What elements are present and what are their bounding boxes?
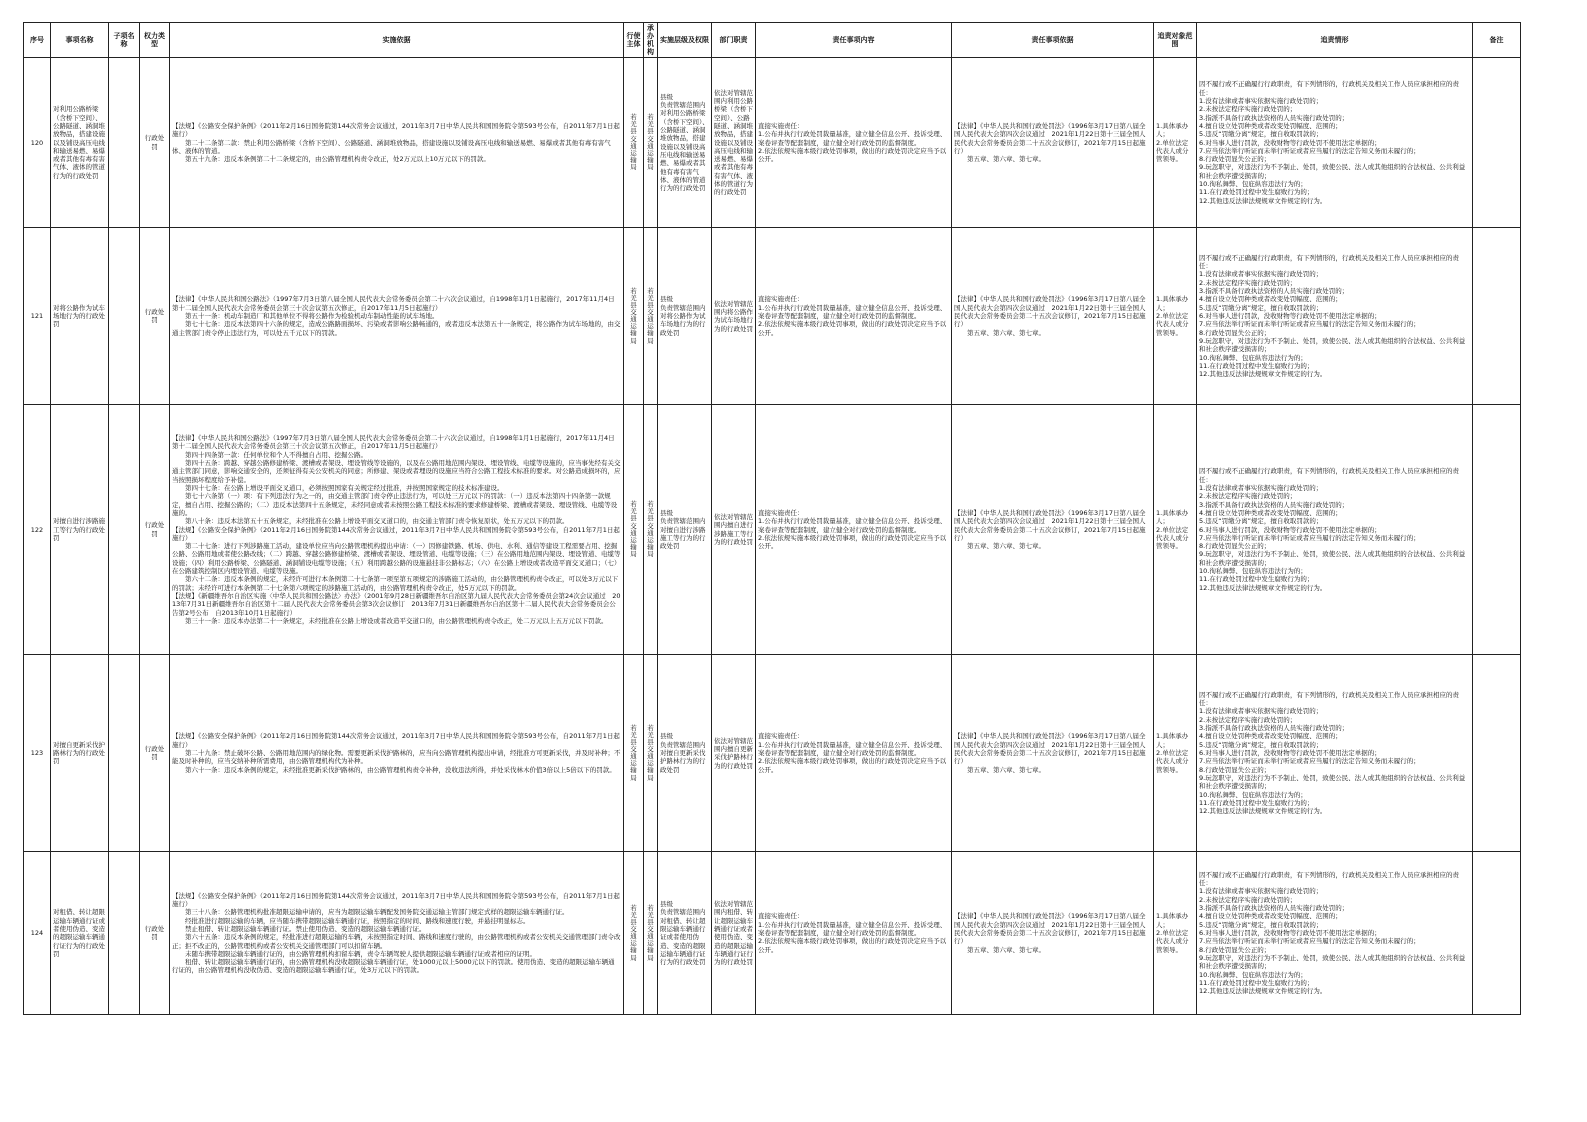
cell-name: 对擅自更新采伐护路林行为的行政处罚 [51,655,109,852]
header-target: 追责对象范围 [1154,23,1197,58]
cell-resp-basis: 【法律】《中华人民共和国行政处罚法》（1996年3月17日第八届全国人民代表大会第四次会议通过 2021年1月22日第十三届全国人民代表大会常务委员会第二十五次会议修订，2021年7月15日起施行） 第五章、第六章、第七章。 [952,58,1154,228]
cell-target: 1.具体承办人； 2.单位法定代表人或分管领导。 [1154,405,1197,655]
cell-type: 行政处罚 [140,405,170,655]
cell-target: 1.具体承办人； 2.单位法定代表人或分管领导。 [1154,228,1197,405]
cell-duty: 依法对管辖范围内将公路作为试车场地行为的行政处罚 [712,228,756,405]
header-row [24,23,1521,58]
table-row [24,228,1521,405]
cell-level [658,228,712,405]
cell-target: 1.具体承办人； 2.单位法定代表人或分管领导。 [1154,655,1197,852]
cell-basis: 【法律】《中华人民共和国公路法》（1997年7月3日第八届全国人民代表大会常务委员会第二十六次会议通过，自1998年1月1日起施行，2017年11月4日第十二届全国人民代表大会常务委员会第三十次会议第五次修正，自2017年11月5日起施行） 第四十四条第一款：任何单位和个人不得擅自占用、挖掘公路。 第四十五条：跨越、穿越公路修建桥梁、渡槽或者架设、埋设管线等设施的，以及在公路用地范围内架设、埋设管线、电缆等设施的，应当事先经有关交通主管部门同意，影响交通安全的，还须征得有关公安机关的同意；所修建、架设或者埋设的设施应当符合公路工程技术标准的要求。对公路造成损坏的，应当按照损坏程度给予补偿。 第四十七条：在公路上增设平面交叉道口，必须按照国家有关规定经过批准，并按照国家规定的技术标准建设。 第七十六条第（一）项：有下列违法行为之一的，由交通主管部门责令停止违法行为，可以处三万元以下的罚款：（一）违反本法第四十四条第一款规定，擅自占用、挖掘公路的；（二）违反本法第四十五条规定，未经同意或者未按照公路工程技术标准的要求修建桥梁、渡槽或者架设、埋设管线、电缆等设施的。 第八十条：违反本法第五十五条规定，未经批准在公路上增设平面交叉道口的，由交通主管部门责令恢复原状，处五万元以下的罚款。 【法规】《公路安全保护条例》（2011年2月16日国务院第144次常务会议通过，2011年3月7日中华人民共和国国务院令第593号公布，自2011年7月1日起施行） 第二十七条：进行下列涉路施工活动，建设单位应当向公路管理机构提出申请：（一）因修建铁路、机场、供电、水利、通信等建设工程需要占用、挖掘公路、公路用地或者使公路改线；（二）跨越、穿越公路修建桥梁、渡槽或者架设、埋设管道、电缆等设施；（三）在公路用地范围内架设、埋设管道、电缆等设施；（四）利用公路桥梁、公路隧道、涵洞铺设电缆等设施；（五）利用跨越公路的设施悬挂非公路标志；（六）在公路上增设或者改造平面交叉道口；（七）在公路建筑控制区内埋设管道、电缆等设施。 第六十二条：违反本条例的规定，未经许可进行本条例第二十七条第一项至第五项规定的涉路施工活动的，由公路管理机构责令改正，可以处3万元以下的罚款；未经许可进行本条例第二十七条第六项规定的涉路施工活动的，由公路管理机构责令改正，处5万元以下的罚款。 【法规】《新疆维吾尔自治区实施〈中华人民共和国公路法〉办法》（2001年9月28日新疆维吾尔自治区第九届人民代表大会常务委员会第24次会议通过 2013年7月31日新疆维吾尔自治区第十二届人民代表大会常务委员会第3次会议修订 2013年7月31日新疆维吾尔自治区第十二届人民代表大会常务委员会公告第2号公布 自2013年10月1日起施行） 第三十一条：违反本办法第二十一条规定，未经批准在公路上增设或者改造平交道口的，由公路管理机构责令改正，处二万元以上五万元以下罚款。 [170,405,624,655]
header-sub: 子项名称 [109,23,140,58]
header-type: 权力类型 [140,23,170,58]
header-resp-basis: 责任事项依据 [952,23,1154,58]
header-org: 承办机构 [644,23,658,58]
level-text: 县级 [660,508,673,517]
cell-name: 对租借、转让超限运输车辆通行证或者使用伪造、变造的超限运输车辆通行证行为的行政处罚 [51,852,109,1015]
cell-level [658,58,712,228]
cell-resp-basis: 【法律】《中华人民共和国行政处罚法》（1996年3月17日第八届全国人民代表大会第四次会议通过 2021年1月22日第十三届全国人民代表大会常务委员会第二十五次会议修订，2021年7月15日起施行） 第五章、第六章、第七章。 [952,655,1154,852]
cell-acc: 因不履行或不正确履行行政职责，有下列情形的，行政机关及相关工作人员应承担相应的责任： 1.没有法律或者事实依据实施行政处罚的； 2.未按法定程序实施行政处罚的； 3.指派不具备行政执法资格的人员实施行政处罚的； 4.擅自设立处罚种类或者改变处罚幅度、范围的； 5.违反“罚缴分离”规定，擅自收取罚款的； 6.对当事人进行罚款，没收财物等行政处罚不使用法定单据的； 7.应当依法举行听证而未举行听证或者应当履行的法定告知义务而未履行的； 8.行政处罚显失公正的； 9.玩忽职守，对违法行为不予制止、处罚，致使公民、法人或其他组织的合法权益、公共利益和社会秩序遭受损害的； 10.徇私舞弊、包庇纵容违法行为的； 11.在行政处罚过程中发生腐败行为的； 12.其他违反法律法规规章文件规定的行为。 [1197,58,1473,228]
cell-no: 120 [24,58,51,228]
table-row [24,405,1521,655]
level-text: 县级 [660,295,673,304]
cell-type: 行政处罚 [140,852,170,1015]
cell-name: 对将公路作为试车场地行为的行政处罚 [51,228,109,405]
cell-org: 若羌县交通运输局 [647,113,654,172]
cell-name: 对利用公路桥梁（含桥下空间）、公路隧道、涵洞堆放物品，搭建设施以及铺设高压电线和输送易燃、易爆或者其他有毒有害气体、液体的管道行为的行政处罚 [51,58,109,228]
cell-no: 123 [24,655,51,852]
cell-resp: 直接实施责任： 1.公布并执行行政处罚裁量基准，建立健全信息公开、投诉受理、案卷评查等配套制度，建立健全对行政处罚的监督制度。 2.依法依规实施本级行政处罚事项，做出的行政处罚决定应当予以公开。 [756,852,952,1015]
scope-text: 负责管辖范围内对将公路作为试车场地行为的行政处罚 [660,303,706,337]
cell-duty: 依法对管辖范围内擅自更新采伐护路林行为的行政处罚 [712,655,756,852]
cell-subject: 若羌县交通运输局 [630,723,637,782]
cell-resp: 直接实施责任： 1.公布并执行行政处罚裁量基准，建立健全信息公开、投诉受理、案卷评查等配套制度，建立健全对行政处罚的监督制度。 2.依法依规实施本级行政处罚事项，做出的行政处罚决定应当予以公开。 [756,58,952,228]
header-name: 事项名称 [51,23,109,58]
header-no: 序号 [24,23,51,58]
cell-target: 1.具体承办人； 2.单位法定代表人或分管领导。 [1154,852,1197,1015]
cell-duty: 依法对管辖范围内利用公路桥梁（含桥下空间）、公路隧道、涵洞堆放物品，搭建设施以及铺设高压电线和输送易燃、易爆或者其他有毒有害气体、液体的管道行为的行政处罚 [712,58,756,228]
cell-no: 121 [24,228,51,405]
cell-sub [109,852,140,1015]
cell-duty: 依法对管辖范围内租借、转让超限运输车辆通行证或者使用伪造、变造的超限运输车辆通行证行为的行政处罚 [712,852,756,1015]
cell-org: 若羌县交通运输局 [647,723,654,782]
scope-text: 负责管辖范围内对利用公路桥梁（含桥下空间）、公路隧道、涵洞堆放物品，搭建设施以及铺设高压电线和输送易燃、易爆或者其他有毒有害气体、液体的管道行为的行政处罚 [660,101,709,193]
cell-subject: 若羌县交通运输局 [630,500,637,559]
cell-type: 行政处罚 [140,228,170,405]
header-resp: 责任事项内容 [756,23,952,58]
cell-acc: 因不履行或不正确履行行政职责，有下列情形的，行政机关及相关工作人员应承担相应的责任： 1.没有法律或者事实依据实施行政处罚的； 2.未按法定程序实施行政处罚的； 3.指派不具备行政执法资格的人员实施行政处罚的； 4.擅自设立处罚种类或者改变处罚幅度、范围的； 5.违反“罚缴分离”规定，擅自收取罚款的； 6.对当事人进行罚款，没收财物等行政处罚不使用法定单据的； 7.应当依法举行听证而未举行听证或者应当履行的法定告知义务而未履行的； 8.行政处罚显失公正的； 9.玩忽职守，对违法行为不予制止、处罚，致使公民、法人或其他组织的合法权益、公共利益和社会秩序遭受损害的； 10.徇私舞弊、包庇纵容违法行为的； 11.在行政处罚过程中发生腐败行为的； 12.其他违反法律法规规章文件规定的行为。 [1197,655,1473,852]
cell-level [658,405,712,655]
cell-target: 1.具体承办人； 2.单位法定代表人或分管领导。 [1154,58,1197,228]
cell-resp: 直接实施责任： 1.公布并执行行政处罚裁量基准，建立健全信息公开、投诉受理、案卷评查等配套制度，建立健全对行政处罚的监督制度。 2.依法依规实施本级行政处罚事项，做出的行政处罚决定应当予以公开。 [756,655,952,852]
cell-resp-basis: 【法律】《中华人民共和国行政处罚法》（1996年3月17日第八届全国人民代表大会第四次会议通过 2021年1月22日第十三届全国人民代表大会常务委员会第二十五次会议修订，2021年7月15日起施行） 第五章、第六章、第七章。 [952,405,1154,655]
header-duty: 部门职责 [712,23,756,58]
cell-resp: 直接实施责任： 1.公布并执行行政处罚裁量基准，建立健全信息公开、投诉受理、案卷评查等配套制度，建立健全对行政处罚的监督制度。 2.依法依规实施本级行政处罚事项，做出的行政处罚决定应当予以公开。 [756,228,952,405]
cell-basis: 【法规】《公路安全保护条例》（2011年2月16日国务院第144次常务会议通过，2011年3月7日中华人民共和国国务院令第593号公布，自2011年7月1日起施行） 第二十二条第二款：禁止利用公路桥梁（含桥下空间）、公路隧道、涵洞堆放物品，搭建设施以及铺设高压电线和输送易燃、易爆或者其他有毒有害气体、液体的管道。 第五十九条：违反本条例第二十二条规定的，由公路管理机构责令改正，处2万元以上10万元以下的罚款。 [170,58,624,228]
header-acc: 追责情形 [1197,23,1473,58]
cell-no: 122 [24,405,51,655]
table-row [24,852,1521,1015]
cell-basis: 【法规】《公路安全保护条例》（2011年2月16日国务院第144次常务会议通过，2011年3月7日中华人民共和国国务院令第593号公布，自2011年7月1日起施行） 第三十八条：公路管理机构批准超限运输申请的，应当为超限运输车辆配发国务院交通运输主管部门规定式样的超限运输车辆通行证。 经批准进行超限运输的车辆，应当随车携带超限运输车辆通行证，按照指定的时间、路线和速度行驶，并悬挂明显标志。 禁止租借、转让超限运输车辆通行证。禁止使用伪造、变造的超限运输车辆通行证。 第六十五条：违反本条例的规定，经批准进行超限运输的车辆，未按照指定时间、路线和速度行驶的，由公路管理机构或者公安机关交通管理部门责令改正；拒不改正的，公路管理机构或者公安机关交通管理部门可以扣留车辆。 未随车携带超限运输车辆通行证的，由公路管理机构扣留车辆，责令车辆驾驶人提供超限运输车辆通行证或者相应的证明。 租借、转让超限运输车辆通行证的，由公路管理机构没收超限运输车辆通行证，处1000元以上5000元以下的罚款。使用伪造、变造的超限运输车辆通行证的，由公路管理机构没收伪造、变造的超限运输车辆通行证，处3万元以下的罚款。 [170,852,624,1015]
cell-note [1473,655,1521,852]
cell-subject: 若羌县交通运输局 [630,903,637,962]
cell-sub [109,58,140,228]
level-text: 县级 [660,92,673,101]
cell-org: 若羌县交通运输局 [647,500,654,559]
cell-acc: 因不履行或不正确履行行政职责，有下列情形的，行政机关及相关工作人员应承担相应的责任： 1.没有法律或者事实依据实施行政处罚的； 2.未按法定程序实施行政处罚的； 3.指派不具备行政执法资格的人员实施行政处罚的； 4.擅自设立处罚种类或者改变处罚幅度、范围的； 5.违反“罚缴分离”规定，擅自收取罚款的； 6.对当事人进行罚款，没收财物等行政处罚不使用法定单据的； 7.应当依法举行听证而未举行听证或者应当履行的法定告知义务而未履行的； 8.行政处罚显失公正的； 9.玩忽职守，对违法行为不予制止、处罚，致使公民、法人或其他组织的合法权益、公共利益和社会秩序遭受损害的； 10.徇私舞弊、包庇纵容违法行为的； 11.在行政处罚过程中发生腐败行为的； 12.其他违反法律法规规章文件规定的行为。 [1197,405,1473,655]
cell-resp: 直接实施责任： 1.公布并执行行政处罚裁量基准，建立健全信息公开、投诉受理、案卷评查等配套制度，建立健全对行政处罚的监督制度。 2.依法依规实施本级行政处罚事项，做出的行政处罚决定应当予以公开。 [756,405,952,655]
cell-no: 124 [24,852,51,1015]
table-row [24,655,1521,852]
level-text: 县级 [660,899,673,908]
cell-level [658,852,712,1015]
scope-text: 负责管辖范围内对租借、转让超限运输车辆通行证或者使用伪造、变造的超限运输车辆通行证行为的行政处罚 [660,908,706,967]
cell-acc: 因不履行或不正确履行行政职责，有下列情形的，行政机关及相关工作人员应承担相应的责任： 1.没有法律或者事实依据实施行政处罚的； 2.未按法定程序实施行政处罚的； 3.指派不具备行政执法资格的人员实施行政处罚的； 4.擅自设立处罚种类或者改变处罚幅度、范围的； 5.违反“罚缴分离”规定，擅自收取罚款的； 6.对当事人进行罚款，没收财物等行政处罚不使用法定单据的； 7.应当依法举行听证而未举行听证或者应当履行的法定告知义务而未履行的； 8.行政处罚显失公正的； 9.玩忽职守，对违法行为不予制止、处罚，致使公民、法人或其他组织的合法权益、公共利益和社会秩序遭受损害的； 10.徇私舞弊、包庇纵容违法行为的； 11.在行政处罚过程中发生腐败行为的； 12.其他违反法律法规规章文件规定的行为。 [1197,228,1473,405]
cell-name: 对擅自进行涉路施工等行为的行政处罚 [51,405,109,655]
cell-note [1473,58,1521,228]
cell-note [1473,405,1521,655]
cell-resp-basis: 【法律】《中华人民共和国行政处罚法》（1996年3月17日第八届全国人民代表大会第四次会议通过 2021年1月22日第十三届全国人民代表大会常务委员会第二十五次会议修订，2021年7月15日起施行） 第五章、第六章、第七章。 [952,228,1154,405]
cell-type: 行政处罚 [140,655,170,852]
cell-type: 行政处罚 [140,58,170,228]
level-text: 县级 [660,732,673,741]
cell-resp-basis: 【法律】《中华人民共和国行政处罚法》（1996年3月17日第八届全国人民代表大会第四次会议通过 2021年1月22日第十三届全国人民代表大会常务委员会第二十五次会议修订，2021年7月15日起施行） 第五章、第六章、第七章。 [952,852,1154,1015]
cell-subject: 若羌县交通运输局 [630,113,637,172]
table-row [24,58,1521,228]
cell-note [1473,228,1521,405]
cell-acc: 因不履行或不正确履行行政职责，有下列情形的，行政机关及相关工作人员应承担相应的责任： 1.没有法律或者事实依据实施行政处罚的； 2.未按法定程序实施行政处罚的； 3.指派不具备行政执法资格的人员实施行政处罚的； 4.擅自设立处罚种类或者改变处罚幅度、范围的； 5.违反“罚缴分离”规定，擅自收取罚款的； 6.对当事人进行罚款，没收财物等行政处罚不使用法定单据的； 7.应当依法举行听证而未举行听证或者应当履行的法定告知义务而未履行的； 8.行政处罚显失公正的； 9.玩忽职守，对违法行为不予制止、处罚，致使公民、法人或其他组织的合法权益、公共利益和社会秩序遭受损害的； 10.徇私舞弊、包庇纵容违法行为的； 11.在行政处罚过程中发生腐败行为的； 12.其他违反法律法规规章文件规定的行为。 [1197,852,1473,1015]
cell-note [1473,852,1521,1015]
scope-text: 负责管辖范围内对擅自进行涉路施工等行为的行政处罚 [660,517,706,551]
cell-sub [109,405,140,655]
header-note: 备注 [1473,23,1521,58]
cell-basis: 【法规】《公路安全保护条例》（2011年2月16日国务院第144次常务会议通过，2011年3月7日中华人民共和国国务院令第593号公布，自2011年7月1日起施行） 第二十九条：禁止破坏公路、公路用地范围内的绿化物。需要更新采伐护路林的，应当向公路管理机构提出申请，经批准方可更新采伐，并及时补种；不能及时补种的，应当交纳补种所需费用，由公路管理机构代为补种。 第六十一条：违反本条例的规定，未经批准更新采伐护路林的，由公路管理机构责令补种，没收违法所得，并处采伐林木价值3倍以上5倍以下的罚款。 [170,655,624,852]
cell-duty: 依法对管辖范围内擅自进行涉路施工等行为的行政处罚 [712,405,756,655]
cell-sub [109,655,140,852]
scope-text: 负责管辖范围内对擅自更新采伐护路林行为的行政处罚 [660,740,706,774]
header-subject: 行使主体 [624,23,644,58]
header-level: 实施层级及权限 [658,23,712,58]
cell-org: 若羌县交通运输局 [647,903,654,962]
cell-subject: 若羌县交通运输局 [630,286,637,345]
cell-level [658,655,712,852]
cell-org: 若羌县交通运输局 [647,286,654,345]
responsibility-list-table [23,22,1521,1015]
cell-basis: 【法律】《中华人民共和国公路法》（1997年7月3日第八届全国人民代表大会常务委员会第二十六次会议通过，自1998年1月1日起施行，2017年11月4日第十二届全国人民代表大会常务委员会第三十次会议第五次修正，自2017年11月5日起施行） 第五十一条：机动车制造厂和其他单位不得将公路作为检验机动车制动性能的试车场地。 第七十七条：违反本法第四十六条的规定，造成公路路面损坏、污染或者影响公路畅通的，或者违反本法第五十一条规定，将公路作为试车场地的，由交通主管部门责令停止违法行为，可以处五千元以下的罚款。 [170,228,624,405]
cell-sub [109,228,140,405]
header-basis: 实施依据 [170,23,624,58]
